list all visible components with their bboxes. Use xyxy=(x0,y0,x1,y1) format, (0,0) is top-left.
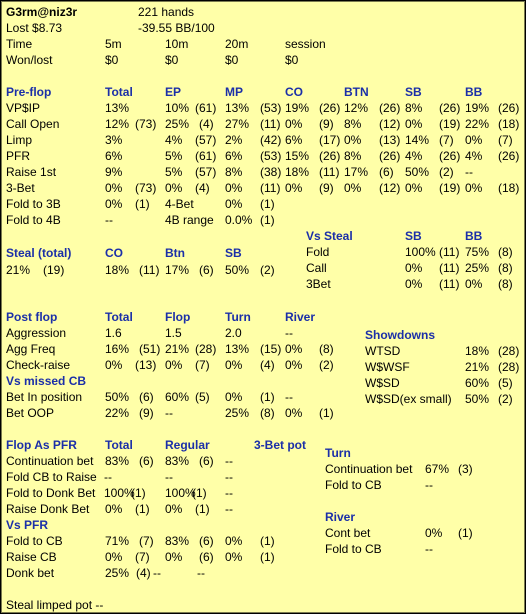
stat-label: Call xyxy=(306,261,327,275)
stat-value: 25% xyxy=(105,566,130,580)
steal-header-co: CO xyxy=(105,246,123,260)
preflop-title: Pre-flop xyxy=(6,85,52,99)
stat-label: Fold to CB xyxy=(6,534,63,548)
stat-value: 8% xyxy=(344,117,362,131)
stat-value: 83% xyxy=(165,534,190,548)
stat-value: 0% xyxy=(405,261,423,275)
stat-label: Fold to 4B xyxy=(6,213,61,227)
stat-label: WTSD xyxy=(365,344,401,358)
stat-value: -- xyxy=(153,566,161,580)
stat-value: -- xyxy=(105,213,113,227)
stat-count: (11) xyxy=(439,245,460,259)
time-session: session xyxy=(285,37,326,51)
flop-pfr-title: Flop As PFR xyxy=(6,438,77,452)
stat-value: 25% xyxy=(225,406,250,420)
stat-value: 25% xyxy=(465,261,490,275)
preflop-header-sb: SB xyxy=(405,85,422,99)
stat-value: 18% xyxy=(105,263,130,277)
stat-value: 0% xyxy=(285,358,303,372)
turn-title: Turn xyxy=(325,446,351,460)
stat-value: 4% xyxy=(405,149,423,163)
stat-value: 0% xyxy=(285,406,303,420)
stat-count: (53) xyxy=(260,149,282,163)
stat-value: 19% xyxy=(285,101,310,115)
stat-value: 0.0% xyxy=(225,213,253,227)
stat-value: 8% xyxy=(405,101,423,115)
stat-count: (6) xyxy=(199,534,214,548)
stat-label: 4B range xyxy=(165,213,214,227)
stat-count: (6) xyxy=(199,454,214,468)
stat-count: (28) xyxy=(498,360,520,374)
stat-count: (26) xyxy=(498,149,520,163)
stat-value: -- xyxy=(197,566,205,580)
stat-value: 83% xyxy=(105,454,130,468)
stat-count: (3) xyxy=(458,462,473,476)
stat-count: (13) xyxy=(135,358,157,372)
stat-value: 0% xyxy=(105,358,123,372)
stat-count: (6) xyxy=(379,165,394,179)
time-10m: 10m xyxy=(165,37,189,51)
stat-value: 71% xyxy=(105,534,130,548)
river-title: River xyxy=(325,510,356,524)
stat-value: 50% xyxy=(105,390,130,404)
stat-value: 8% xyxy=(225,165,243,179)
stat-value: 0% xyxy=(405,181,423,195)
stat-label: Raise 1st xyxy=(6,165,57,179)
stat-count: (2) xyxy=(439,165,454,179)
stat-value: 18% xyxy=(465,344,490,358)
stat-count: (19) xyxy=(439,181,461,195)
stat-count: (61) xyxy=(195,149,217,163)
stat-label: Fold CB to Raise xyxy=(6,470,97,484)
steal-header-btn: Btn xyxy=(165,246,185,260)
stat-label: 3Bet xyxy=(306,277,331,291)
stat-label: Fold xyxy=(306,245,330,259)
stat-value: -- xyxy=(285,390,293,404)
stat-count: (28) xyxy=(195,342,217,356)
stat-value: 50% xyxy=(465,392,490,406)
won-5m: $0 xyxy=(105,53,119,67)
stat-count: (6) xyxy=(139,454,154,468)
stat-label: Bet In position xyxy=(6,390,83,404)
stat-value: 0% xyxy=(105,502,123,516)
stat-value: 18% xyxy=(285,165,310,179)
stat-value: 0% xyxy=(285,117,303,131)
stat-value: 0% xyxy=(165,550,183,564)
stat-count: (11) xyxy=(139,263,160,277)
vs-steal-header-bb: BB xyxy=(465,229,483,243)
stat-count: (53) xyxy=(260,101,282,115)
hud-stats-panel xyxy=(1,1,525,613)
stat-count: (38) xyxy=(260,165,282,179)
hands-count: 221 hands xyxy=(138,5,195,19)
preflop-header-btn: BTN xyxy=(344,85,369,99)
stat-value: 27% xyxy=(225,117,250,131)
stat-label: 4-Bet xyxy=(165,197,194,211)
stat-label: 3-Bet xyxy=(6,181,35,195)
stat-label: Cont bet xyxy=(325,526,371,540)
preflop-header-ep: EP xyxy=(165,85,182,99)
postflop-header-river: River xyxy=(285,310,316,324)
stat-value: 0% xyxy=(105,181,123,195)
stat-value: 6% xyxy=(225,149,243,163)
stat-value: 21% xyxy=(465,360,490,374)
stat-count: (26) xyxy=(319,101,341,115)
stat-count: (26) xyxy=(439,149,461,163)
stat-value: 0% xyxy=(225,550,243,564)
stat-count: (7) xyxy=(195,358,210,372)
stat-value: 25% xyxy=(165,117,190,131)
stat-label: VP$IP xyxy=(6,101,41,115)
stat-label: Continuation bet xyxy=(6,454,94,468)
stat-value: 22% xyxy=(105,406,130,420)
stat-value: 0% xyxy=(225,534,243,548)
stat-value: 0% xyxy=(225,181,243,195)
stat-count: (73) xyxy=(135,181,157,195)
stat-value: 9% xyxy=(105,165,123,179)
stat-value: 5% xyxy=(165,165,183,179)
stat-count: (1) xyxy=(260,534,275,548)
stat-count: (73) xyxy=(135,117,157,131)
stat-count: (6) xyxy=(199,263,214,277)
stat-count: (4) xyxy=(260,358,275,372)
won-session: $0 xyxy=(285,53,299,67)
stat-value: 0% xyxy=(165,181,183,195)
stat-label: W$SD(ex small) xyxy=(365,392,452,406)
preflop-header-co: CO xyxy=(285,85,303,99)
stat-value: 0% xyxy=(405,277,423,291)
stat-count: (1) xyxy=(260,197,275,211)
stat-value: -- xyxy=(165,470,173,484)
steal-limped-pot: Steal limped pot -- xyxy=(6,598,104,612)
stat-count: (1) xyxy=(458,526,473,540)
stat-label: Fold to Donk Bet xyxy=(6,486,96,500)
stat-value: 60% xyxy=(165,390,190,404)
stat-count: (1) xyxy=(319,406,334,420)
stat-count: (12) xyxy=(379,117,401,131)
won-10m: $0 xyxy=(165,53,179,67)
stat-count: (8) xyxy=(498,277,513,291)
won-20m: $0 xyxy=(225,53,239,67)
stat-count: (2) xyxy=(260,263,275,277)
stat-value: 6% xyxy=(105,149,123,163)
stat-label: Fold to 3B xyxy=(6,197,61,211)
preflop-header-bb: BB xyxy=(465,85,483,99)
stat-value: 15% xyxy=(285,149,310,163)
flop-pfr-header-3bet-pot: 3-Bet pot xyxy=(254,438,306,452)
stat-value: -- xyxy=(425,542,433,556)
stat-count: (28) xyxy=(498,344,520,358)
stat-value: 0% xyxy=(225,390,243,404)
stat-value: 13% xyxy=(225,101,250,115)
stat-label: Raise CB xyxy=(6,550,57,564)
stat-value: 0% xyxy=(165,358,183,372)
stat-count: (18) xyxy=(498,181,520,195)
vs-missed-cb-title: Vs missed CB xyxy=(6,374,87,388)
stat-value: 2% xyxy=(225,133,243,147)
stat-count: (26) xyxy=(379,149,401,163)
stat-value: 0% xyxy=(225,197,243,211)
stat-value: -- xyxy=(425,478,433,492)
stat-label: Limp xyxy=(6,133,33,147)
stat-value: 17% xyxy=(344,165,369,179)
stat-value: 50% xyxy=(405,165,430,179)
stat-count: (15) xyxy=(260,342,282,356)
stat-value: 4% xyxy=(465,149,483,163)
stat-count: (7) xyxy=(139,534,154,548)
stat-value: -- xyxy=(104,470,112,484)
stat-value: 8% xyxy=(344,149,362,163)
stat-value: 100% xyxy=(405,245,436,259)
stat-count: (8) xyxy=(319,342,334,356)
stat-count: (26) xyxy=(498,101,520,115)
postflop-header-total: Total xyxy=(105,310,133,324)
stat-count: (4) xyxy=(195,181,210,195)
stat-count: (1) xyxy=(260,390,275,404)
stat-count: (1) xyxy=(135,197,150,211)
flop-pfr-header-total: Total xyxy=(105,438,133,452)
stat-count: (1) xyxy=(135,502,150,516)
stat-label: Continuation bet xyxy=(325,462,413,476)
stat-label: Check-raise xyxy=(6,358,71,372)
stat-count: (11) xyxy=(319,165,340,179)
stat-value: 0% xyxy=(425,526,443,540)
stat-count: (9) xyxy=(319,117,334,131)
stat-count: (9) xyxy=(139,406,154,420)
stat-value: 50% xyxy=(225,263,250,277)
showdowns-title: Showdowns xyxy=(365,328,435,342)
vs-steal-header-sb: SB xyxy=(405,229,422,243)
postflop-header-flop: Flop xyxy=(165,310,191,324)
postflop-header-turn: Turn xyxy=(225,310,251,324)
stat-count: (1) xyxy=(260,213,275,227)
stat-count: (1) xyxy=(131,486,146,500)
stat-value: 100% xyxy=(165,486,196,500)
stat-count: (4) xyxy=(199,117,214,131)
stat-count: (1) xyxy=(260,550,275,564)
stat-count: (2) xyxy=(498,392,513,406)
stat-value: 10% xyxy=(165,101,190,115)
stat-count: (1) xyxy=(192,486,207,500)
player-name: G3rm@niz3r xyxy=(6,5,78,19)
stat-value: 1.5 xyxy=(165,326,182,340)
stat-label: PFR xyxy=(6,149,30,163)
stat-value: 83% xyxy=(165,454,190,468)
stat-value: 0% xyxy=(465,277,483,291)
stat-count: (4) xyxy=(136,566,151,580)
time-label: Time xyxy=(6,37,33,51)
preflop-header-mp: MP xyxy=(225,85,243,99)
stat-value: 3% xyxy=(105,133,123,147)
flop-pfr-header-regular: Regular xyxy=(165,438,210,452)
stat-value: 4% xyxy=(165,133,183,147)
stat-value: -- xyxy=(225,470,233,484)
stat-count: (7) xyxy=(498,133,513,147)
vs-steal-title: Vs Steal xyxy=(306,229,353,243)
stat-count: (8) xyxy=(498,261,513,275)
stat-value: 0% xyxy=(344,181,362,195)
stat-count: (1) xyxy=(195,502,210,516)
stat-count: (8) xyxy=(260,406,275,420)
stat-label: Donk bet xyxy=(6,566,55,580)
stat-value: 0% xyxy=(285,181,303,195)
steal-header-sb: SB xyxy=(225,246,242,260)
stat-count: (11) xyxy=(439,261,460,275)
stat-count: (61) xyxy=(195,101,217,115)
stat-value: 0% xyxy=(465,181,483,195)
stat-count: (19) xyxy=(43,263,65,277)
stat-value: 12% xyxy=(344,101,369,115)
stat-count: (6) xyxy=(199,550,214,564)
stat-label: W$WSF xyxy=(365,360,410,374)
stat-value: 5% xyxy=(165,149,183,163)
stat-value: 0% xyxy=(165,502,183,516)
stat-count: (2) xyxy=(319,358,334,372)
stat-count: (7) xyxy=(439,133,454,147)
stat-value: 67% xyxy=(425,462,450,476)
time-20m: 20m xyxy=(225,37,249,51)
stat-value: 6% xyxy=(285,133,303,147)
stat-count: (5) xyxy=(195,390,210,404)
stat-value: 1.6 xyxy=(105,326,122,340)
stat-value: 0% xyxy=(225,358,243,372)
stat-value: -- xyxy=(285,326,293,340)
stat-count: (7) xyxy=(135,550,150,564)
stat-value: 16% xyxy=(105,342,130,356)
stat-count: (26) xyxy=(319,149,341,163)
stat-count: (57) xyxy=(195,133,217,147)
stat-count: (11) xyxy=(260,117,281,131)
stat-value: 0% xyxy=(465,133,483,147)
stat-count: (11) xyxy=(439,277,460,291)
stat-label: Call Open xyxy=(6,117,60,131)
preflop-header-total: Total xyxy=(105,85,133,99)
stat-value: 13% xyxy=(225,342,250,356)
stat-value: 0% xyxy=(344,133,362,147)
time-5m: 5m xyxy=(105,37,122,51)
vs-pfr-title: Vs PFR xyxy=(6,518,49,532)
stat-count: (11) xyxy=(260,181,281,195)
stat-value: 2.0 xyxy=(225,326,242,340)
stat-count: (6) xyxy=(139,390,154,404)
stat-label: Aggression xyxy=(6,326,67,340)
stat-value: 0% xyxy=(285,342,303,356)
stat-value: 12% xyxy=(105,117,130,131)
stat-label: Raise Donk Bet xyxy=(6,502,90,516)
stat-label: W$SD xyxy=(365,376,400,390)
stat-count: (18) xyxy=(498,117,520,131)
postflop-title: Post flop xyxy=(6,310,58,324)
stat-label: Fold to CB xyxy=(325,478,382,492)
lost-amount: Lost $8.73 xyxy=(6,21,63,35)
stat-value: 0% xyxy=(405,117,423,131)
stat-count: (8) xyxy=(498,245,513,259)
stat-count: (42) xyxy=(260,133,282,147)
stat-value: 75% xyxy=(465,245,490,259)
stat-count: (26) xyxy=(379,101,401,115)
stat-count: (17) xyxy=(319,133,341,147)
stat-value: 21% xyxy=(165,342,190,356)
stat-value: 0% xyxy=(105,550,123,564)
stat-label: Fold to CB xyxy=(325,542,382,556)
stat-value: 60% xyxy=(465,376,490,390)
stat-value: 14% xyxy=(405,133,430,147)
stat-count: (12) xyxy=(379,181,401,195)
stat-value: 17% xyxy=(165,263,190,277)
stat-count: (51) xyxy=(139,342,161,356)
stat-label: Agg Freq xyxy=(6,342,56,356)
stat-label: Bet OOP xyxy=(6,406,55,420)
stat-count: (19) xyxy=(439,117,461,131)
stat-value: 13% xyxy=(105,101,130,115)
stat-value: 0% xyxy=(105,197,123,211)
stat-value: 19% xyxy=(465,101,490,115)
won-lost-label: Won/lost xyxy=(6,53,53,67)
stat-value: 100% xyxy=(104,486,135,500)
steal-title: Steal (total) xyxy=(6,246,72,260)
stat-value: 21% xyxy=(6,263,31,277)
stat-value: -- xyxy=(465,165,473,179)
stat-count: (13) xyxy=(379,133,401,147)
stat-count: (26) xyxy=(439,101,461,115)
bb-per-100: -39.55 BB/100 xyxy=(138,21,215,35)
stat-count: (5) xyxy=(498,376,513,390)
stat-count: (9) xyxy=(319,181,334,195)
stat-value: -- xyxy=(225,502,233,516)
stat-value: -- xyxy=(165,406,173,420)
stat-count: (57) xyxy=(195,165,217,179)
stat-value: 22% xyxy=(465,117,490,131)
stat-value: -- xyxy=(225,454,233,468)
stat-value: -- xyxy=(225,486,233,500)
